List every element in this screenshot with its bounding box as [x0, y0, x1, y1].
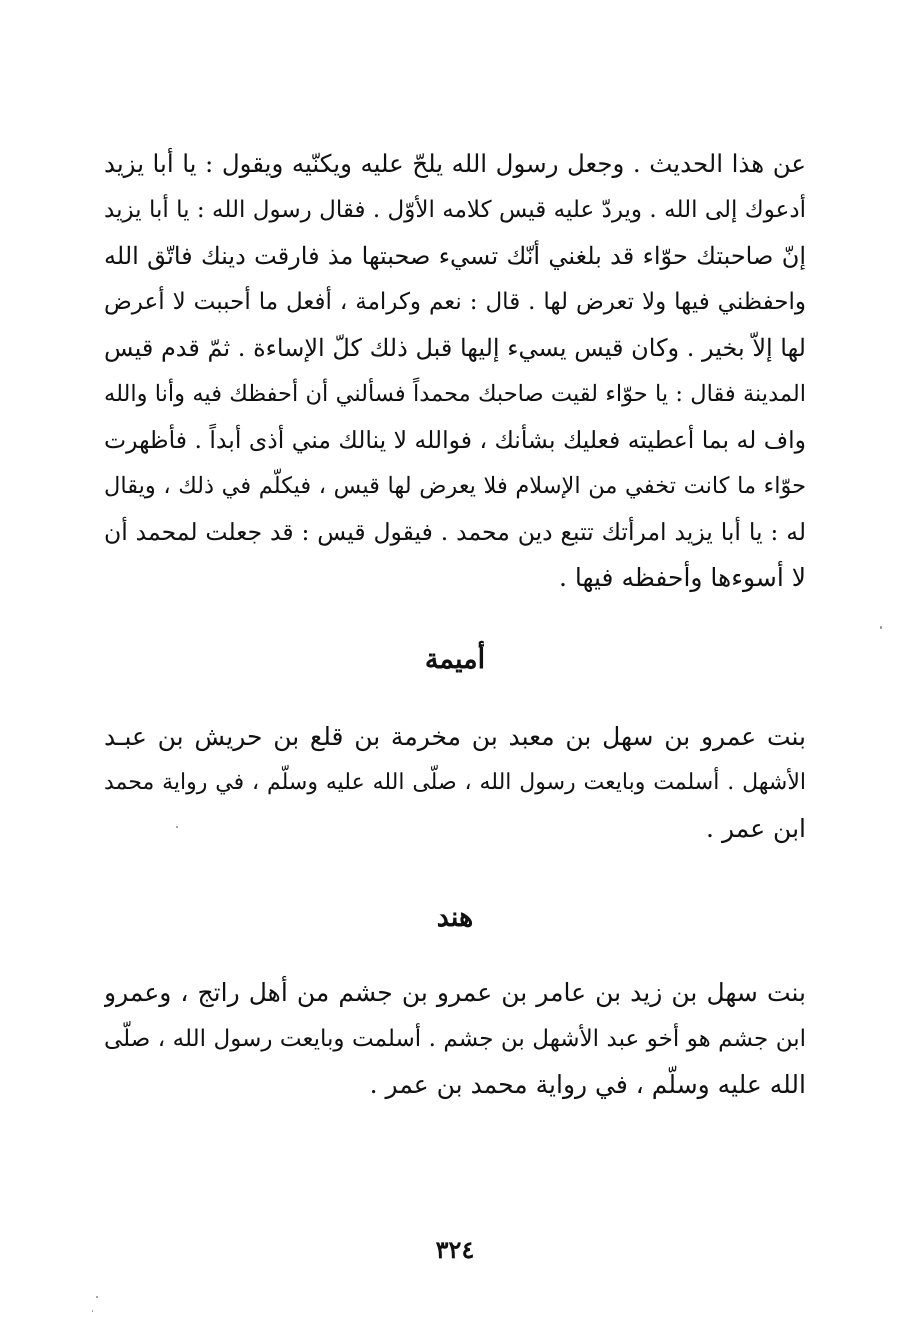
scan-speck [880, 626, 882, 629]
text-line: واحفظني فيها ولا تعرض لها . قال : نعم وكرامة ، أفعل ما أحببت لا أعرض [104, 289, 806, 315]
section-heading-umaima: أميمة [424, 644, 486, 675]
text-line: الله عليه وسلّم ، في رواية محمد بن عمر . [369, 1070, 806, 1099]
text-line: بنت عمرو بن سهل بن معبد بن مخرمة بن قلع بن حريش بن عبـد [104, 722, 806, 751]
paragraph-hind [104, 970, 806, 1108]
text-line: بنت سهل بن زيد بن عامر بن عمرو بن جشم من أهل راتج ، وعمرو [104, 978, 806, 1007]
text-line: ابن جشم هو أخو عبد الأشهل بن جشم . أسلمت وبايعت رسول الله ، صلّى [104, 1026, 806, 1052]
section-heading-hind: هند [436, 902, 474, 933]
text-line: عن هذا الحديث . وجعل رسول الله يلحّ عليه ويكنّيه ويقول : يا أبا يزيد [104, 149, 806, 178]
text-line: حوّاء ما كانت تخفي من الإسلام فلا يعرض لها قيس ، فيكلّم في ذلك ، ويقال [104, 473, 806, 499]
paragraph-hawwa-story [104, 141, 806, 601]
text-line: له : يا أبا يزيد امرأتك تتبع دين محمد . فيقول قيس : قد جعلت لمحمد أن [104, 518, 806, 546]
scan-speck [176, 826, 178, 828]
text-line: ابن عمر . [706, 814, 806, 843]
text-line: واف له بما أعطيته فعليك بشأنك ، فوالله لا ينالك مني أذى أبداً . فأظهرت [104, 426, 806, 454]
text-line: لا أسوءها وأحفظه فيها . [558, 563, 806, 592]
scan-speck [96, 1296, 98, 1298]
text-line: إنّ صاحبتك حوّاء قد بلغني أنّك تسيء صحبتها مذ فارقت دينك فاتّق الله [104, 242, 806, 270]
text-line: أدعوك إلى الله . ويردّ عليه قيس كلامه الأوّل . فقال رسول الله : يا أبا يزيد [104, 197, 806, 223]
paragraph-umaima [104, 714, 806, 852]
page-number: ٣٢٤ [435, 1235, 475, 1264]
text-line: لها إلاّ بخير . وكان قيس يسيء إليها قبل ذلك كلّ الإساءة . ثمّ قدم قيس [104, 334, 806, 362]
text-line: الأشهل . أسلمت وبايعت رسول الله ، صلّى الله عليه وسلّم ، في رواية محمد [104, 770, 806, 795]
scan-speck [92, 1310, 93, 1312]
text-line: المدينة فقال : يا حوّاء لقيت صاحبك محمداً فسألني أن أحفظك فيه وأنا والله [104, 381, 806, 407]
